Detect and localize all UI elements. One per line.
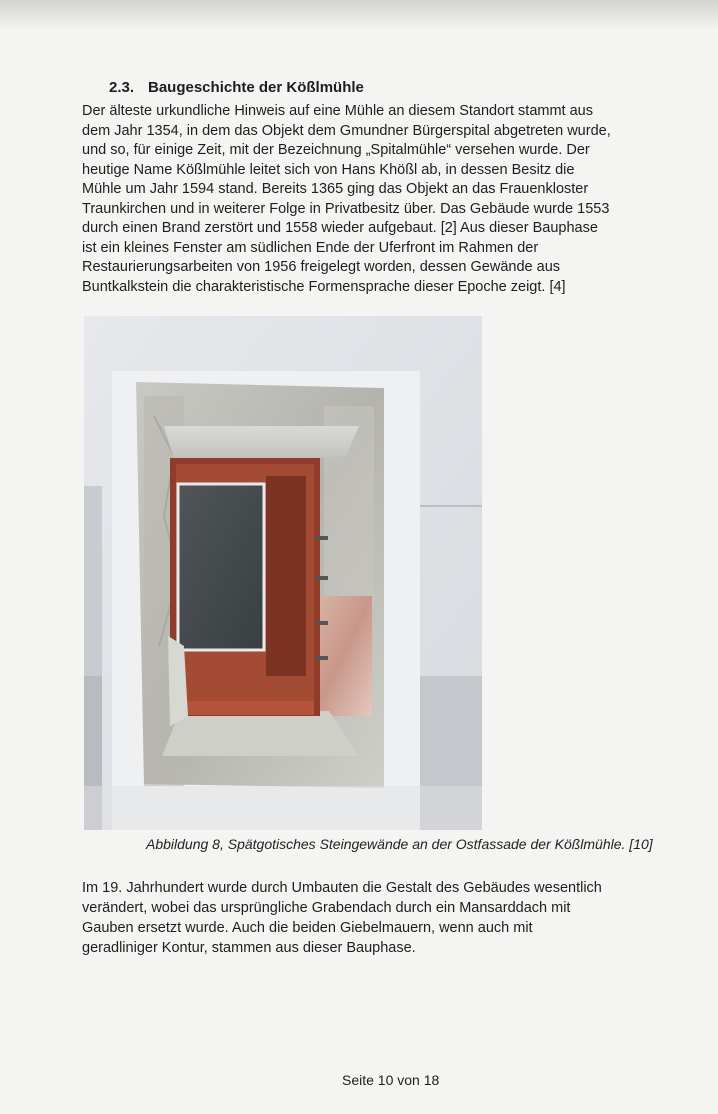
text-line: heutige Name Kößlmühle leitet sich von Hans Khößl ab, in dessen Besitz die	[82, 161, 575, 178]
text-line: Im 19. Jahrhundert wurde durch Umbauten die Gestalt des Gebäudes wesentlich	[82, 880, 602, 896]
page-number: Seite 10 von 18	[342, 1072, 440, 1088]
text-line: Mühle um Jahr 1594 stand. Bereits 1365 ging das Objekt an das Frauenkloster	[82, 181, 589, 197]
text-line: Restaurierungsarbeiten von 1956 freigelegt worden, dessen Gewände aus	[82, 259, 561, 275]
text-line: verändert, wobei das ursprüngliche Grabendach durch ein Mansarddach mit	[82, 900, 571, 916]
text-line: Gauben ersetzt wurde. Auch die beiden Giebelmauern, wenn auch mit	[82, 920, 533, 936]
section-heading	[109, 79, 364, 96]
scan-edge-shadow	[0, 0, 718, 30]
body-paragraph-2	[82, 878, 602, 958]
text-line: Traunkirchen und in weiterer Folge in Privatbesitz über. Das Gebäude wurde 1553	[82, 200, 610, 217]
text-line: geradliniger Kontur, stammen aus dieser Bauphase.	[82, 940, 416, 956]
section-number: 2.3.	[109, 79, 135, 96]
body-paragraph-1	[82, 102, 611, 297]
text-line: Buntkalkstein die charakteristische Formensprache dieser Epoche zeigt. [4]	[82, 278, 566, 295]
text-line: dem Jahr 1354, in dem das Objekt dem Gmundner Bürgerspital abgetreten wurde,	[82, 122, 611, 139]
section-title: Baugeschichte der Kößlmühle	[148, 79, 364, 96]
window-photo-illustration	[84, 316, 482, 830]
window-photo	[84, 316, 482, 830]
text-line: durch einen Brand zerstört und 1558 wieder aufgebaut. [2] Aus dieser Bauphase	[82, 220, 598, 236]
text-line: ist ein kleines Fenster am südlichen Ende der Uferfront im Rahmen der	[82, 239, 539, 256]
text-line: Der älteste urkundliche Hinweis auf eine Mühle an diesem Standort stammt aus	[82, 103, 593, 119]
text-line: und so, für einige Zeit, mit der Bezeichnung „Spitalmühle“ versehen wurde. Der	[82, 142, 590, 158]
figure-caption: Abbildung 8, Spätgotisches Steingewände an der Ostfassade der Kößlmühle. [10]	[146, 836, 653, 852]
